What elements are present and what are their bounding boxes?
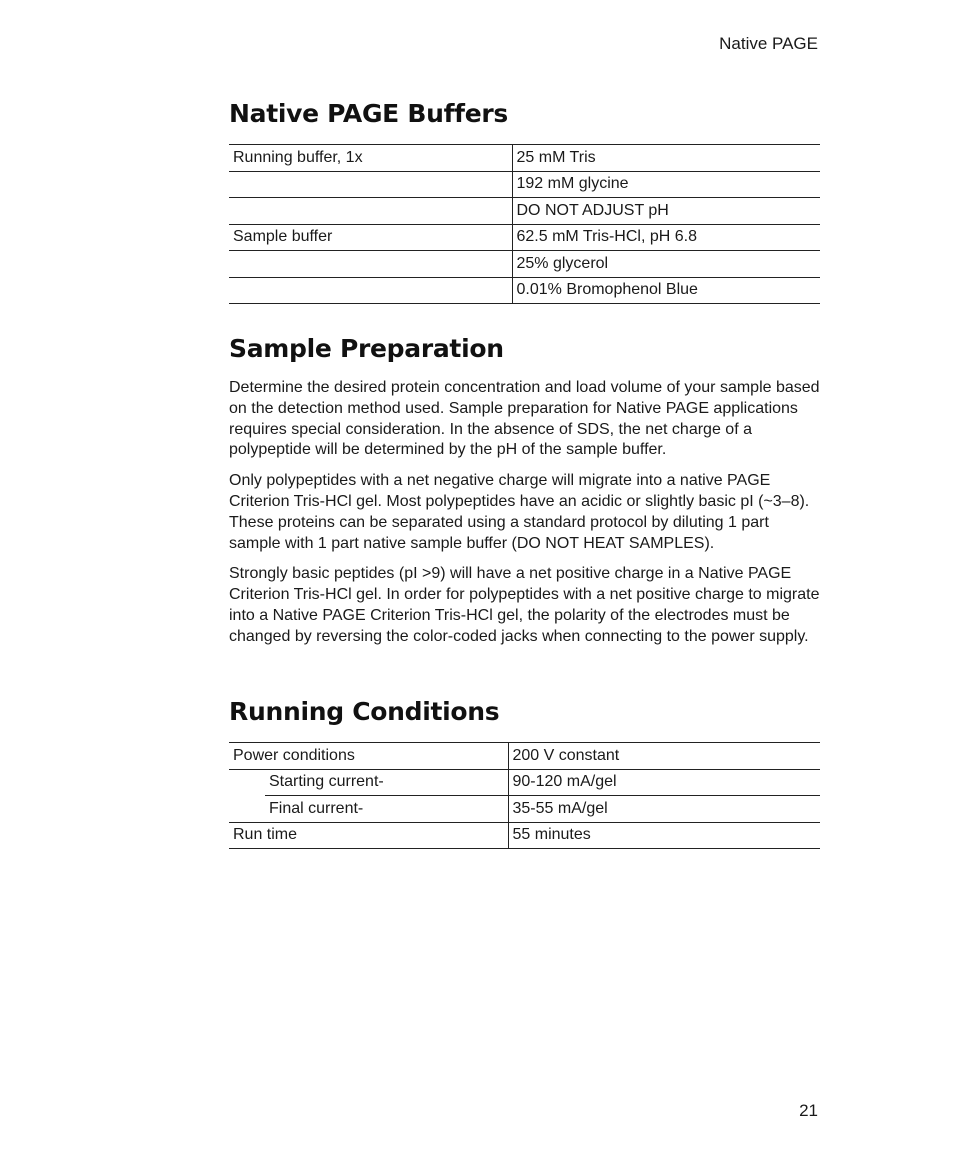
buffer-label bbox=[229, 277, 512, 304]
buffer-label bbox=[229, 198, 512, 225]
condition-value: 90-120 mA/gel bbox=[508, 769, 820, 796]
sample-prep-body bbox=[229, 378, 820, 658]
buffers-table bbox=[229, 144, 820, 304]
buffer-value: 192 mM glycine bbox=[512, 171, 820, 198]
table-row bbox=[229, 145, 820, 172]
condition-label: Starting current- bbox=[265, 769, 508, 796]
paragraph: Strongly basic peptides (pI >9) will have a net positive charge in a Native PAGE Criterion Tris-HCl gel. In order for polypeptides with a net positive charge to migrate into a Native PAGE Criterion Tris-HCl gel, the polarity of the electrodes must be changed by reversing the color-coded jacks when connecting to the power supply. bbox=[229, 565, 820, 645]
sample-prep-heading: Sample Preparation bbox=[229, 334, 504, 363]
indent-cell bbox=[229, 796, 265, 823]
buffer-label: Running buffer, 1x bbox=[229, 145, 512, 172]
buffer-label bbox=[229, 171, 512, 198]
indent-cell bbox=[229, 769, 265, 796]
table-row bbox=[229, 743, 820, 770]
running-conditions-heading: Running Conditions bbox=[229, 697, 500, 726]
condition-label: Final current- bbox=[265, 796, 508, 823]
table-row bbox=[229, 822, 820, 849]
table-row bbox=[229, 198, 820, 225]
page-number: 21 bbox=[799, 1101, 818, 1120]
condition-value: 200 V constant bbox=[508, 743, 820, 770]
buffer-label: Sample buffer bbox=[229, 224, 512, 251]
condition-label: Power conditions bbox=[229, 743, 508, 770]
running-conditions-table bbox=[229, 742, 820, 849]
buffer-value: 25 mM Tris bbox=[512, 145, 820, 172]
buffers-heading: Native PAGE Buffers bbox=[229, 99, 509, 128]
table-row bbox=[229, 251, 820, 278]
paragraph: Only polypeptides with a net negative charge will migrate into a native PAGE Criterion Tris-HCl gel. Most polypeptides have an acidic or slightly basic pI (~3–8). These proteins can be separated using a standard protocol by diluting 1 part sample with 1 part native sample buffer (DO NOT HEAT SAMPLES). bbox=[229, 472, 810, 552]
table-row bbox=[229, 171, 820, 198]
table-row bbox=[229, 769, 820, 796]
buffer-value: DO NOT ADJUST pH bbox=[512, 198, 820, 225]
buffer-value: 0.01% Bromophenol Blue bbox=[512, 277, 820, 304]
table-row bbox=[229, 224, 820, 251]
buffer-value: 62.5 mM Tris-HCl, pH 6.8 bbox=[512, 224, 820, 251]
table-row bbox=[229, 796, 820, 823]
condition-value: 55 minutes bbox=[508, 822, 820, 849]
running-header: Native PAGE bbox=[719, 34, 818, 53]
table-row bbox=[229, 277, 820, 304]
buffer-label bbox=[229, 251, 512, 278]
buffer-value: 25% glycerol bbox=[512, 251, 820, 278]
condition-label: Run time bbox=[229, 822, 508, 849]
paragraph: Determine the desired protein concentration and load volume of your sample based on the detection method used. Sample preparation for Native PAGE applications requires special consideration. In the absence of SDS, the net charge of a polypeptide will be determined by the pH of the sample buffer. bbox=[229, 379, 820, 459]
condition-value: 35-55 mA/gel bbox=[508, 796, 820, 823]
